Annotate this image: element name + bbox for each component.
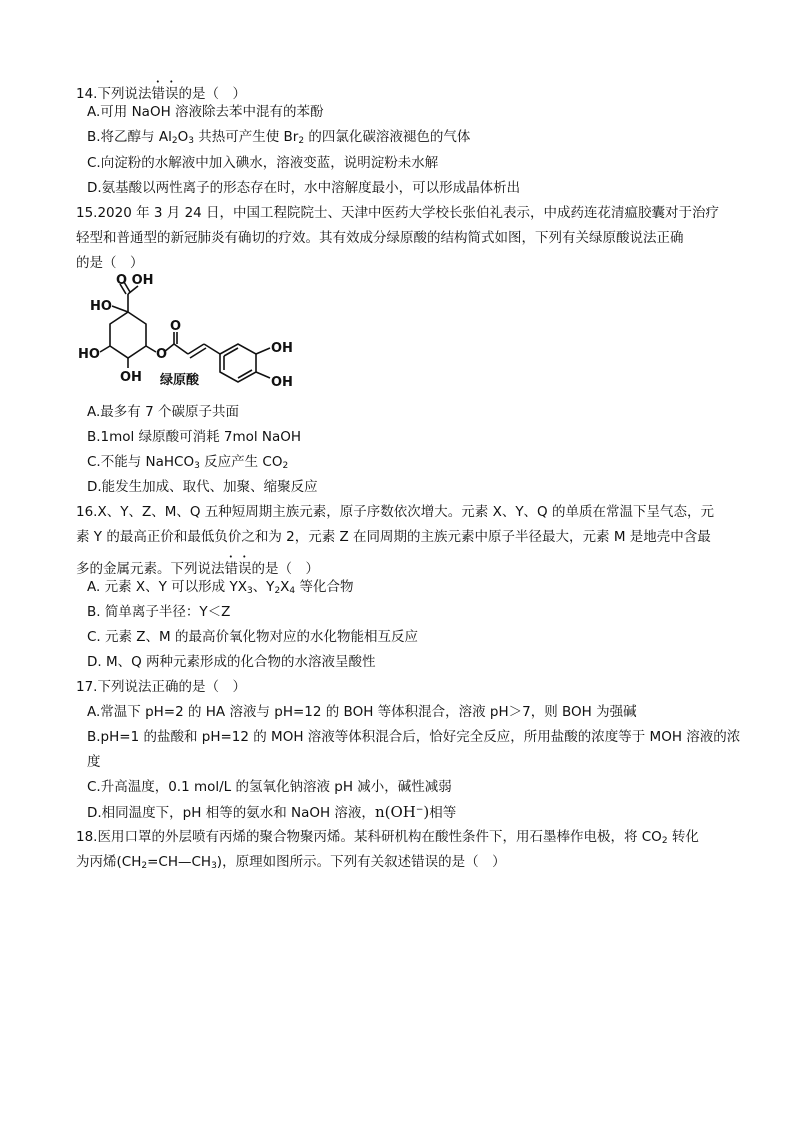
hydroxide-formula: n(OH−) — [374, 803, 430, 821]
q15-option-d: D.能发生加成、取代、加聚、缩聚反应 — [87, 479, 318, 495]
q17-option-b-line2: 度 — [87, 754, 101, 770]
q14-option-a: A.可用 NaOH 溶液除去苯中混有的苯酚 — [87, 104, 324, 120]
q14-option-b: B.将乙醇与 $Al_2O_3$ 共热可产生使 $Br_2$ 的四氯化碳溶液褪色的气体 — [87, 129, 471, 146]
chlorogenic-acid-structure — [76, 272, 316, 397]
q17-option-c: C.升高温度，0.1 mol/L 的氢氧化钠溶液 pH 减小，碱性减弱 — [87, 779, 452, 795]
q16-option-b: B. 简单离子半径：Y＜Z — [87, 604, 231, 620]
q17-option-a: A.常温下 pH=2 的 HA 溶液与 pH=12 的 BOH 等体积混合，溶液 pH＞7，则 BOH 为强碱 — [87, 704, 637, 720]
q14-option-c: C.向淀粉的水解液中加入碘水，溶液变蓝，说明淀粉未水解 — [87, 155, 439, 171]
oh-ring-1-label: OH — [271, 341, 293, 356]
oh-ring-2-label: OH — [271, 375, 293, 390]
q17-stem: 17.下列说法正确的是（ ） — [76, 679, 246, 695]
q15-option-b: B.1mol 绿原酸可消耗 7mol NaOH — [87, 429, 302, 445]
q18-stem-line2: 为丙烯$(CH_2=CH—CH_3)$，原理如图所示。下列有关叙述错误的是（ ） — [76, 854, 506, 871]
structure-caption: 绿原酸 — [160, 373, 200, 388]
q16-emphasis: 错误 — [224, 561, 252, 577]
carbonyl-o-label: O — [170, 319, 182, 334]
q15-option-c: C.不能与 NaHCO$_3$ 反应产生 $CO_2$ — [87, 454, 289, 471]
oh-bottom-label: OH — [120, 370, 142, 385]
q16-stem-line2: 素 Y 的最高正价和最低负价之和为 2，元素 Z 在同周期的主族元素中原子半径最大，元素 M 是地壳中含最 — [76, 529, 711, 545]
q16-option-d: D. M、Q 两种元素形成的化合物的水溶液呈酸性 — [87, 654, 376, 670]
q15-stem-line1: 15.2020 年 3 月 24 日，中国工程院院士、天津中医药大学校长张伯礼表示，中成药连花清瘟胶囊对于治疗 — [76, 205, 720, 221]
q14-emphasis: 错误 — [151, 86, 179, 102]
q16-option-a: A. 元素 X、Y 可以形成 $YX_3$、$Y_2X_4$ 等化合物 — [87, 579, 354, 596]
q14-stem: 14.下列说法错误的是（ ） — [76, 86, 246, 102]
q15-stem-line2: 轻型和普通型的新冠肺炎有确切的疗效。其有效成分绿原酸的结构简式如图，下列有关绿原酸说法正确 — [76, 230, 684, 246]
q15-stem-line3: 的是（ ） — [76, 255, 144, 271]
q16-stem-line1: 16.X、Y、Z、M、Q 五种短周期主族元素，原子序数依次增大。元素 X、Y、Q 的单质在常温下呈气态，元 — [76, 504, 714, 520]
q16-option-c: C. 元素 Z、M 的最高价氧化物对应的水化物能相互反应 — [87, 629, 418, 645]
ho-top-label: HO — [90, 299, 112, 314]
q18-stem-line1: 18.医用口罩的外层喷有丙烯的聚合物聚丙烯。某科研机构在酸性条件下，用石墨棒作电极，将 $CO_2$ 转化 — [76, 829, 699, 846]
cooh-label: O OH — [116, 273, 154, 288]
q15-option-a: A.最多有 7 个碳原子共面 — [87, 404, 239, 420]
q17-option-d: D.相同温度下，pH 相等的氨水和 NaOH 溶液，n(OH−)相等 — [87, 803, 457, 821]
q14-option-d: D.氨基酸以两性离子的形态存在时，水中溶解度最小，可以形成晶体析出 — [87, 180, 521, 196]
q17-option-b-line1: B.pH=1 的盐酸和 pH=12 的 MOH 溶液等体积混合后，恰好完全反应，所用盐酸的浓度等于 MOH 溶液的浓 — [87, 729, 741, 745]
ester-o-label: O — [156, 347, 168, 362]
q16-stem-line3: 多的金属元素。下列说法错误的是（ ） — [76, 561, 319, 577]
ho-left-label: HO — [78, 347, 100, 362]
